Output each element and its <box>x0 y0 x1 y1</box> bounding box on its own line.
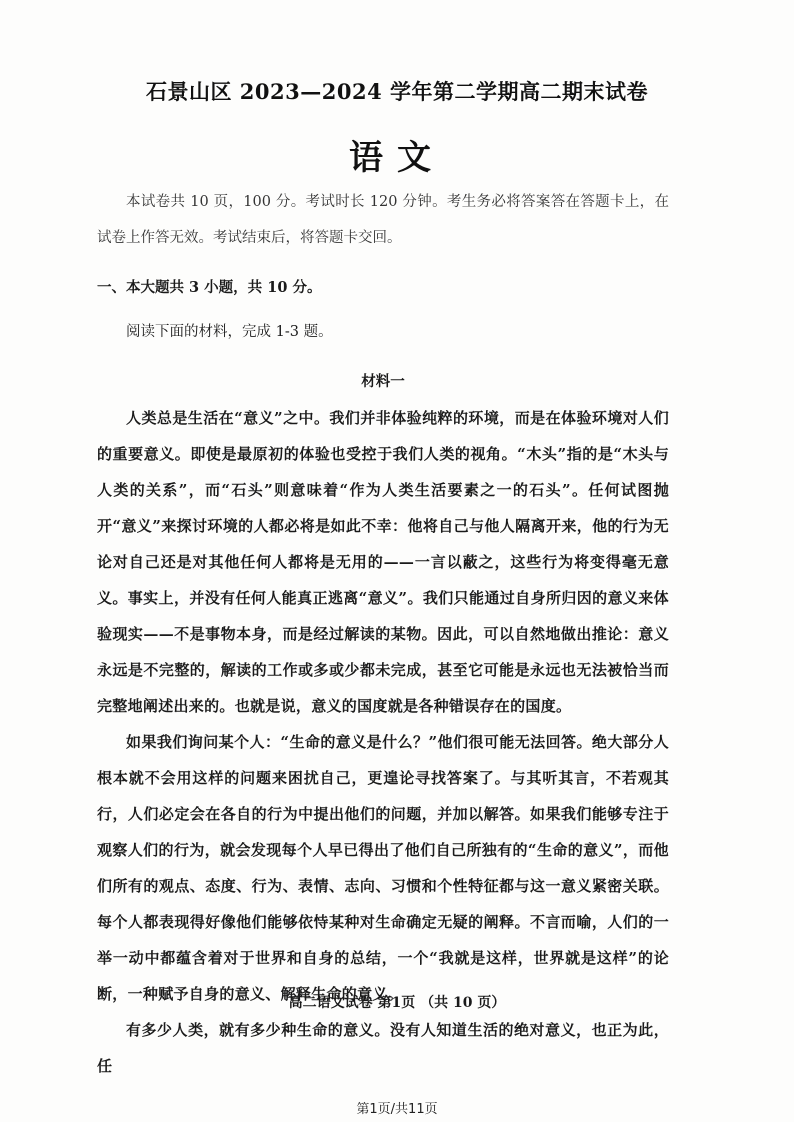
paragraph: 如果我们询问某个人：“生命的意义是什么？”他们很可能无法回答。绝大部分人根本就不会用这样的问题来困扰自己，更遑论寻找答案了。与其听其言，不若观其行，人们必定会在各自的行为中提出他们的问题，并加以解答。如果我们能够专注于观察人们的行为，就会发现每个人早已得出了他们自己所独有的“生命的意义”，而他们所有的观点、态度、行为、表情、志向、习惯和个性特征都与这一意义紧密关联。每个人都表现得好像他们能够依恃某种对生命确定无疑的阐释。不言而喻，人们的一举一动中都蕴含着对于世界和自身的总结，一个“我就是这样，世界就是这样”的论断，一种赋予自身的意义、解释生命的意义。 <box>97 733 669 1003</box>
exam-title: 石景山区 2023—2024 学年第二学期高二期末试卷 <box>145 79 648 104</box>
subject-heading: 语文 <box>349 138 445 178</box>
material-body <box>97 400 669 1084</box>
paragraph: 有多少人类，就有多少种生命的意义。没有人知道生活的绝对意义，也正为此，任 <box>97 1021 669 1075</box>
section-heading: 一、本大题共 3 小题，共 10 分。 <box>97 279 322 296</box>
reading-task: 阅读下面的材料，完成 1-3 题。 <box>126 324 333 340</box>
exam-instructions: 本试卷共 10 页，100 分。考试时长 120 分钟。考生务必将答案答在答题卡上，在试卷上作答无效。考试结束后，将答题卡交回。 <box>97 194 669 246</box>
material-title: 材料一 <box>361 373 405 390</box>
page-footer: 高二语文试卷 第1页 （共 10 页） <box>288 995 506 1011</box>
exam-content <box>97 184 669 1084</box>
paragraph: 人类总是生活在“意义”之中。我们并非体验纯粹的环境，而是在体验环境对人们的重要意义。即使是最原初的体验也受控于我们人类的视角。“木头”指的是“木头与人类的关系”，而“石头”则意味着“作为人类生活要素之一的石头”。任何试图抛开“意义”来探讨环境的人都必将是如此不幸：他将自己与他人隔离开来，他的行为无论对自己还是对其他任何人都将是无用的——一言以蔽之，这些行为将变得毫无意义。事实上，并没有任何人能真正逃离“意义”。我们只能通过自身所归因的意义来体验现实——不是事物本身，而是经过解读的某物。因此，可以自然地做出推论：意义永远是不完整的，解读的工作或多或少都未完成，甚至它可能是永远也无法被恰当而完整地阐述出来的。也就是说，意义的国度就是各种错误存在的国度。 <box>97 409 669 715</box>
page-counter: 第1页/共11页 <box>356 1102 438 1117</box>
